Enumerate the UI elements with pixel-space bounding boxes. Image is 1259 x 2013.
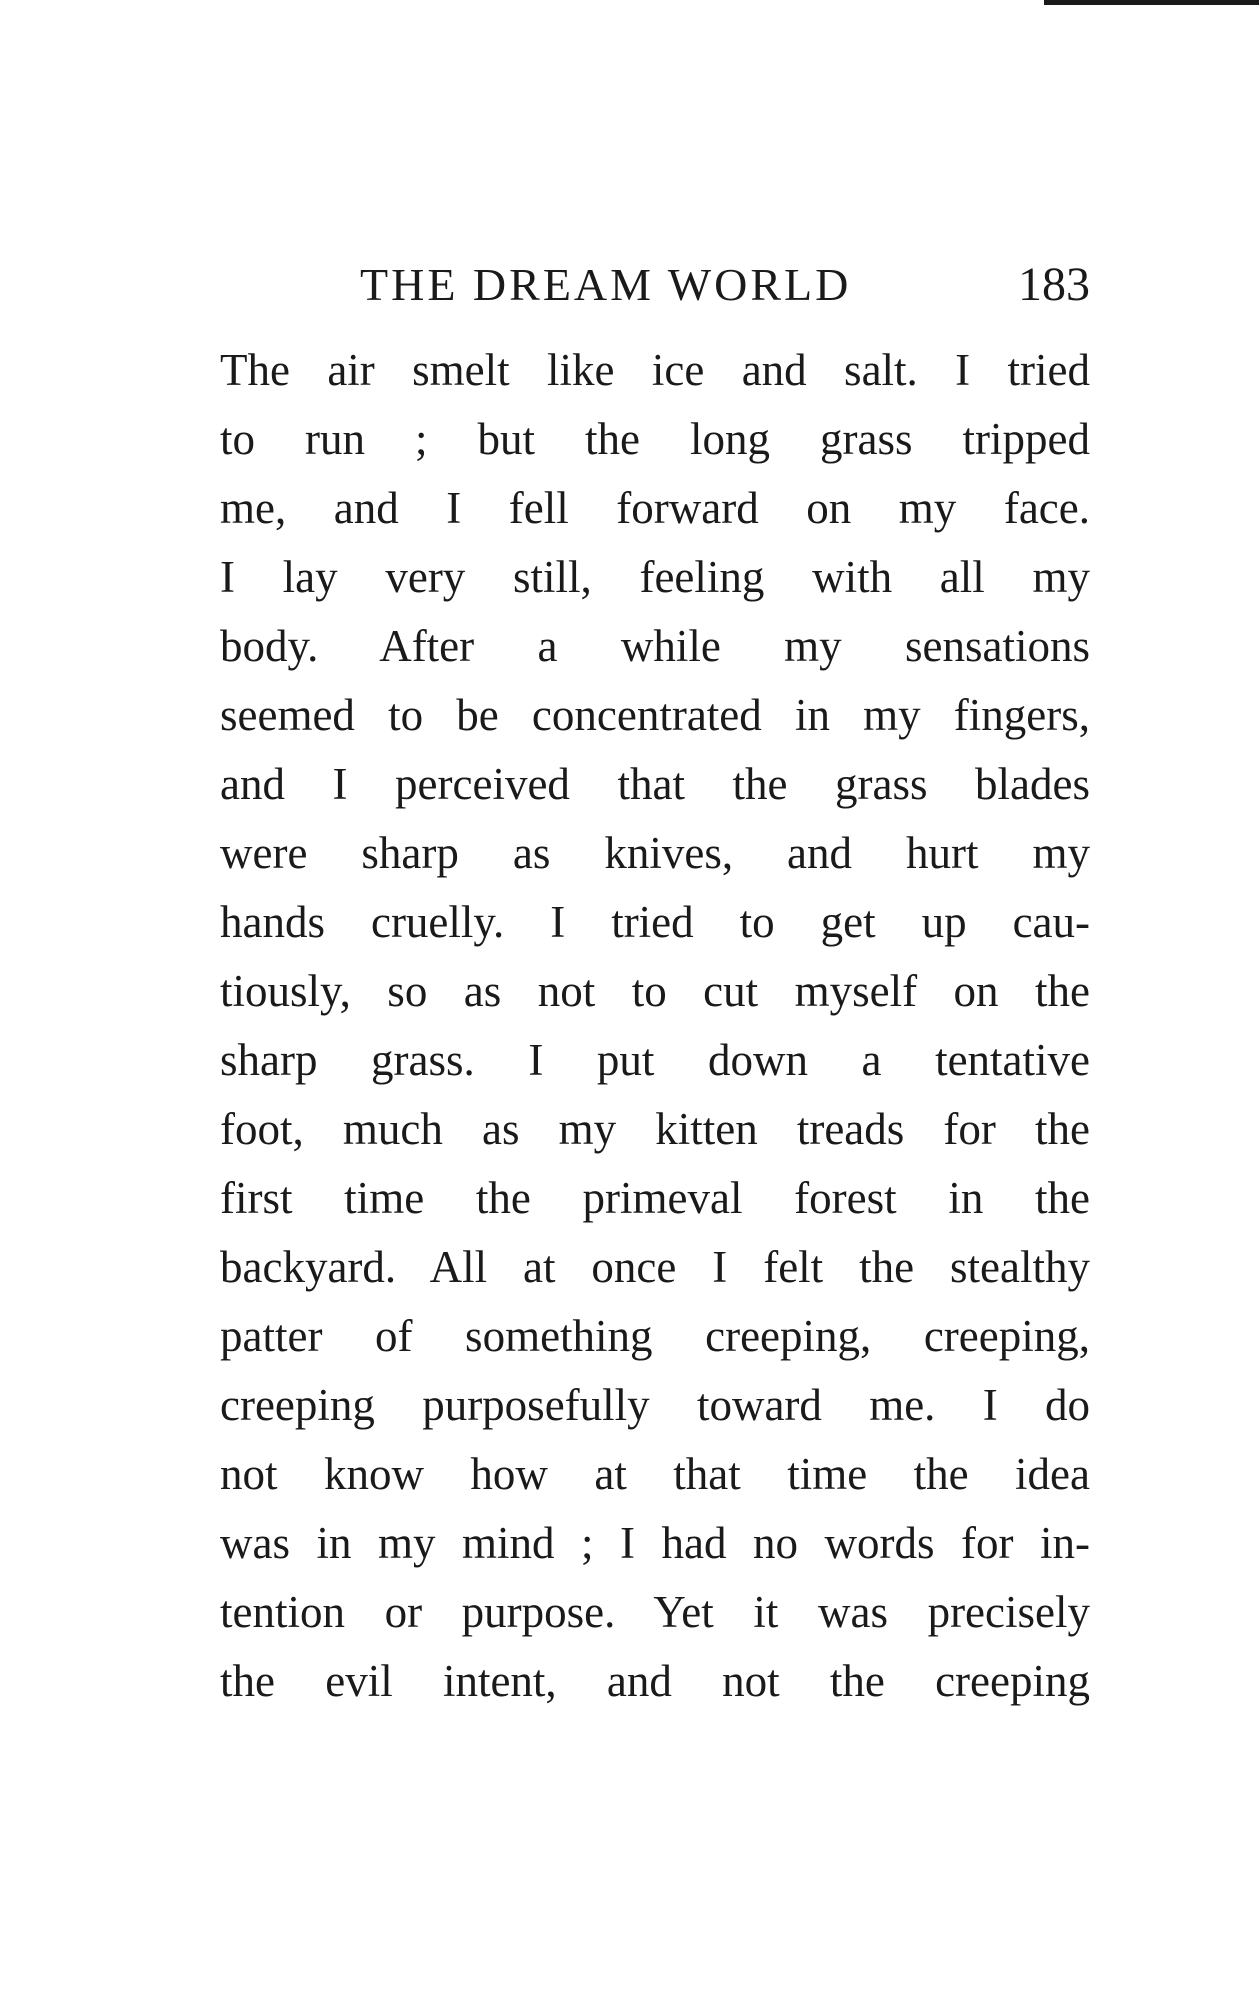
text-line: was in my mind ; I had no words for in- xyxy=(220,1518,1090,1568)
text-line: me, and I fell forward on my face. xyxy=(220,483,1090,533)
text-line: were sharp as knives, and hurt my xyxy=(220,828,1090,878)
text-line: tiously, so as not to cut myself on the xyxy=(220,966,1090,1016)
text-line: The air smelt like ice and salt. I tried xyxy=(220,345,1090,395)
page-number: 183 xyxy=(1018,258,1090,311)
corner-rule xyxy=(1044,0,1259,5)
text-line: not know how at that time the idea xyxy=(220,1449,1090,1499)
text-line: I lay very still, feeling with all my xyxy=(220,552,1090,602)
body-text xyxy=(220,336,1090,1716)
text-line: hands cruelly. I tried to get up cau- xyxy=(220,897,1090,947)
running-head xyxy=(220,250,1090,320)
text-line: creeping purposefully toward me. I do xyxy=(220,1380,1090,1430)
text-line: body. After a while my sensations xyxy=(220,621,1090,671)
text-line: tention or purpose. Yet it was precisely xyxy=(220,1587,1090,1637)
text-line: foot, much as my kitten treads for the xyxy=(220,1104,1090,1154)
text-line: first time the primeval forest in the xyxy=(220,1173,1090,1223)
text-line: and I perceived that the grass blades xyxy=(220,759,1090,809)
text-line: sharp grass. I put down a tentative xyxy=(220,1035,1090,1085)
running-title: THE DREAM WORLD xyxy=(360,259,852,310)
text-line: patter of something creeping, creeping, xyxy=(220,1311,1090,1361)
text-line: backyard. All at once I felt the stealthy xyxy=(220,1242,1090,1292)
text-line: the evil intent, and not the creeping xyxy=(220,1656,1090,1706)
text-line: to run ; but the long grass tripped xyxy=(220,414,1090,464)
text-line: seemed to be concentrated in my fingers, xyxy=(220,690,1090,740)
